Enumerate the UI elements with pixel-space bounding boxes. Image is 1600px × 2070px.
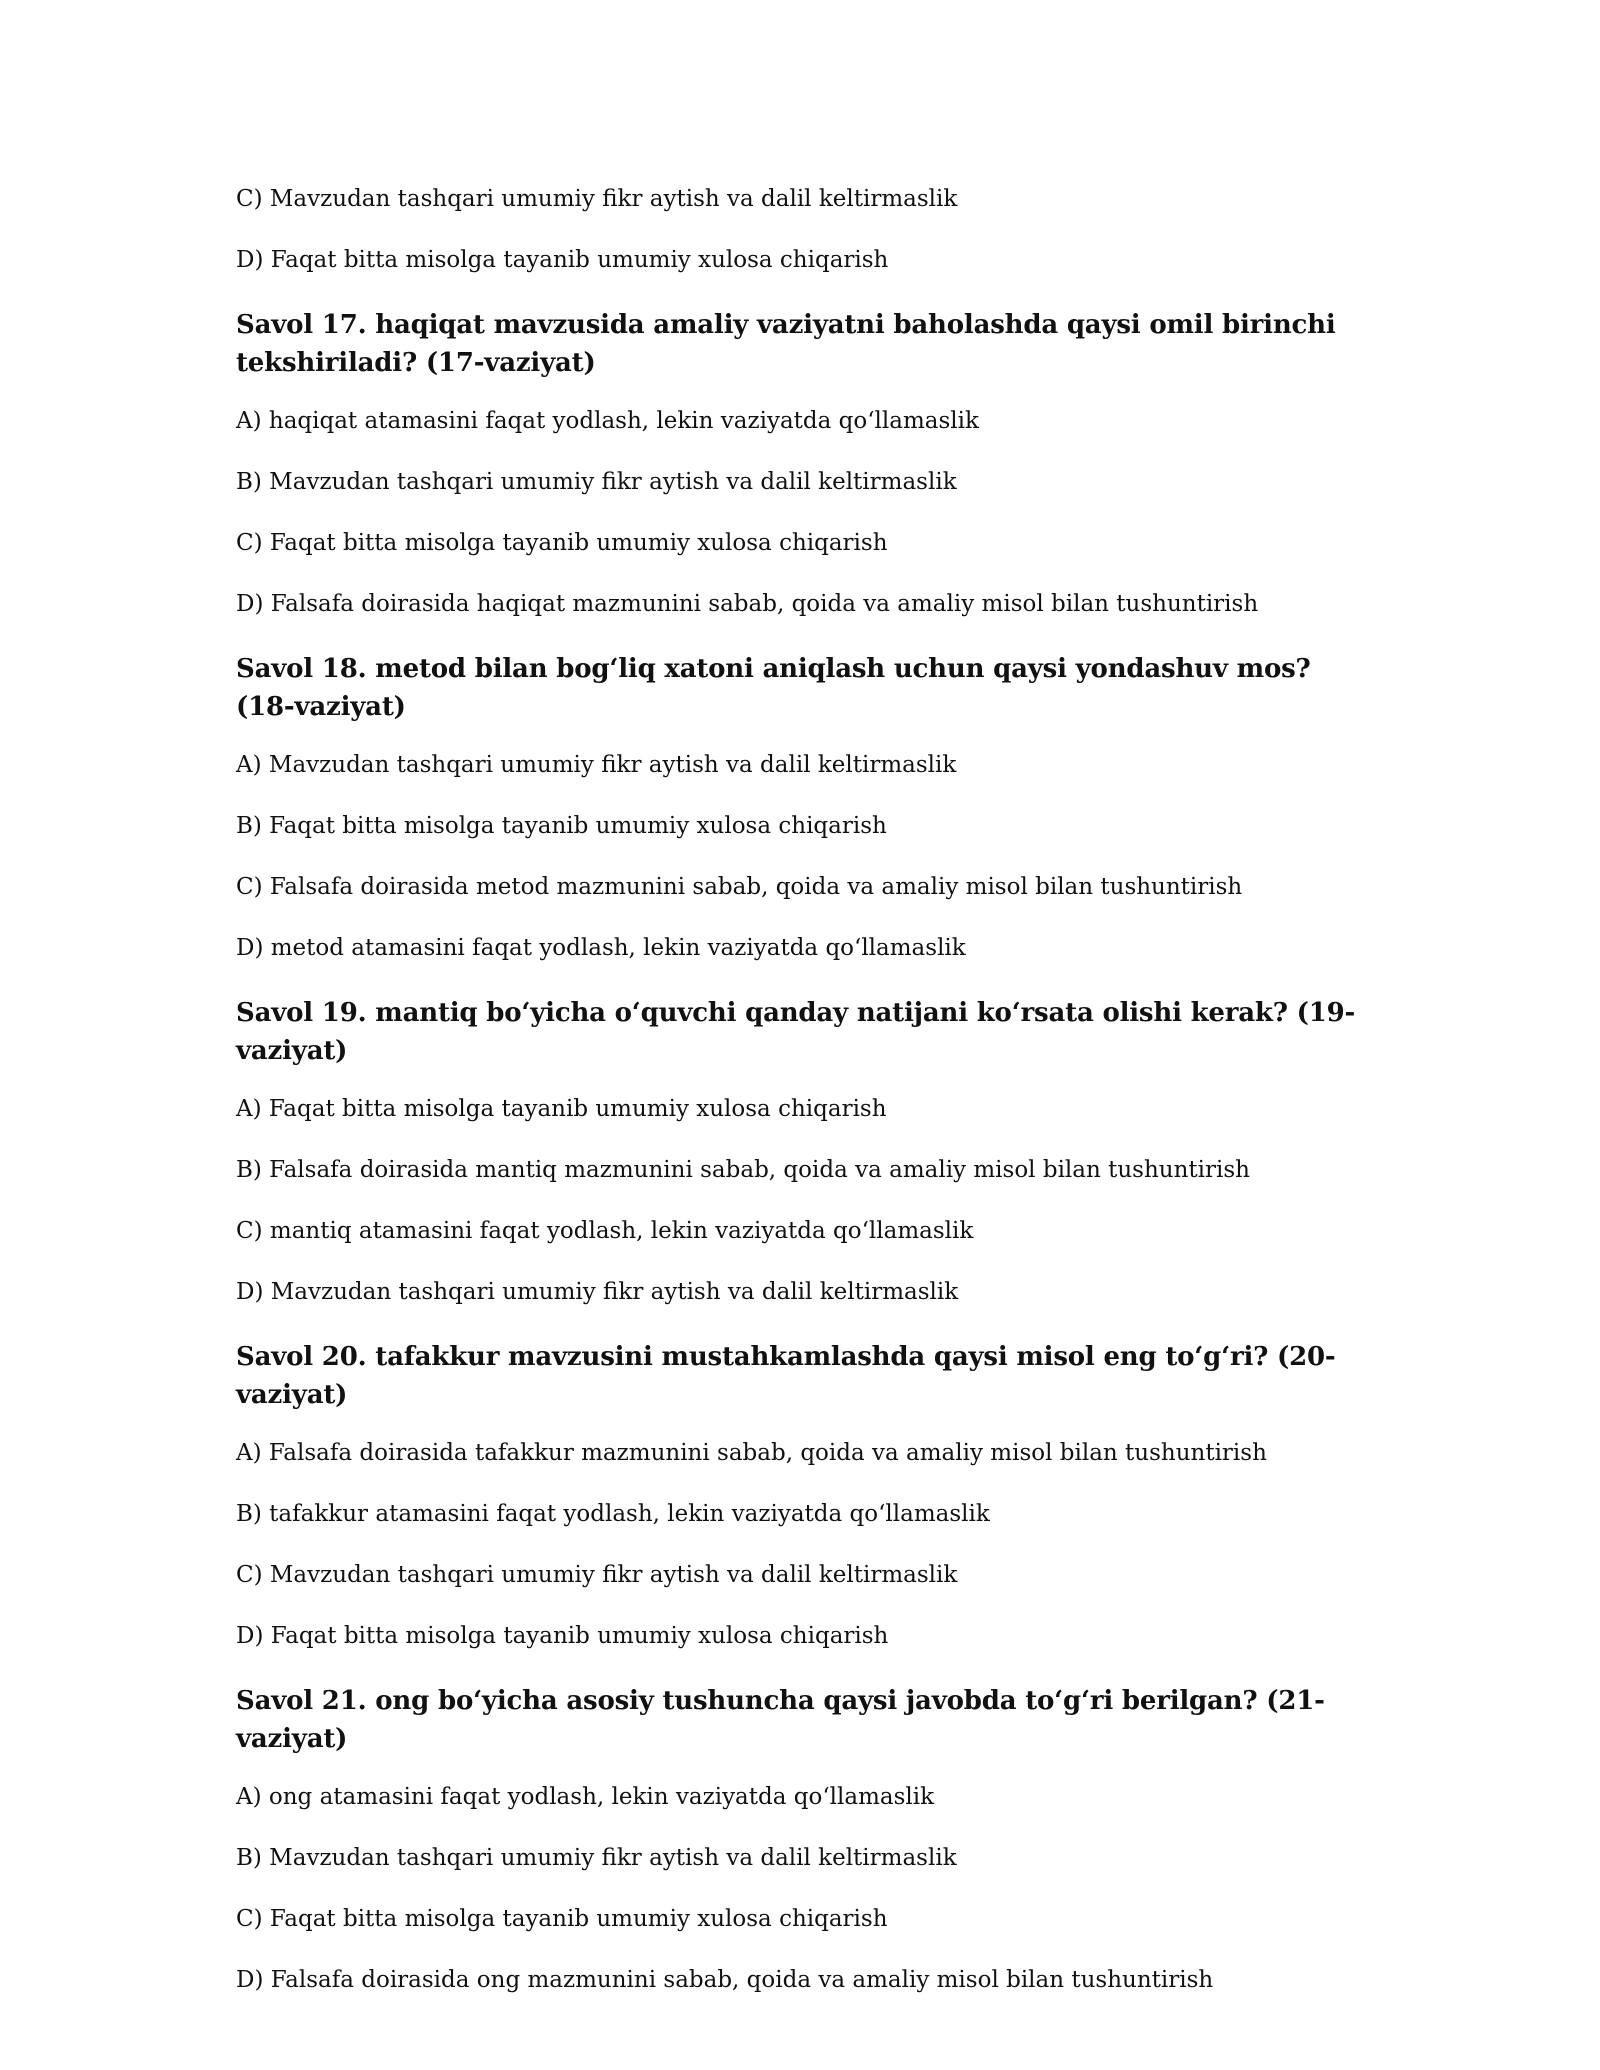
question-title: Savol 18. metod bilan bog‘liq xatoni aniqlash uchun qaysi yondashuv mos? (18-vaziyat) [236, 654, 1311, 722]
option-b: B) Mavzudan tashqari umumiy fikr aytish va dalil keltirmaslik [236, 469, 957, 495]
option-c: C) mantiq atamasini faqat yodlash, lekin vaziyatda qo‘llamaslik [236, 1218, 974, 1244]
option-b: B) Faqat bitta misolga tayanib umumiy xulosa chiqarish [236, 813, 887, 839]
question-title: Savol 21. ong bo‘yicha asosiy tushuncha qaysi javobda to‘g‘ri berilgan? (21-vaziyat) [236, 1686, 1325, 1754]
option-c: C) Mavzudan tashqari umumiy fikr aytish va dalil keltirmaslik [236, 186, 958, 212]
option-d: D) Faqat bitta misolga tayanib umumiy xulosa chiqarish [236, 247, 889, 273]
option-c: C) Faqat bitta misolga tayanib umumiy xulosa chiqarish [236, 530, 888, 556]
question-block-21 [236, 1682, 1366, 1995]
question-block-18 [236, 650, 1366, 963]
option-a: A) haqiqat atamasini faqat yodlash, lekin vaziyatda qo‘llamaslik [236, 408, 979, 434]
question-block-19 [236, 994, 1366, 1307]
option-a: A) Mavzudan tashqari umumiy fikr aytish va dalil keltirmaslik [236, 752, 957, 778]
question-block-17 [236, 306, 1366, 619]
option-b: B) Falsafa doirasida mantiq mazmunini sabab, qoida va amaliy misol bilan tushuntirish [236, 1157, 1250, 1183]
option-a: A) Falsafa doirasida tafakkur mazmunini sabab, qoida va amaliy misol bilan tushuntirish [236, 1440, 1267, 1466]
option-d: D) metod atamasini faqat yodlash, lekin vaziyatda qo‘llamaslik [236, 935, 966, 961]
question-block-20 [236, 1338, 1366, 1651]
option-b: B) Mavzudan tashqari umumiy fikr aytish va dalil keltirmaslik [236, 1845, 957, 1871]
option-b: B) tafakkur atamasini faqat yodlash, lekin vaziyatda qo‘llamaslik [236, 1501, 990, 1527]
option-d: D) Falsafa doirasida haqiqat mazmunini sabab, qoida va amaliy misol bilan tushuntirish [236, 591, 1259, 617]
question-title: Savol 20. tafakkur mavzusini mustahkamlashda qaysi misol eng to‘g‘ri? (20-vaziyat) [236, 1342, 1336, 1410]
option-c: C) Falsafa doirasida metod mazmunini sabab, qoida va amaliy misol bilan tushuntirish [236, 874, 1243, 900]
option-d: D) Mavzudan tashqari umumiy fikr aytish va dalil keltirmaslik [236, 1279, 959, 1305]
quiz-content [236, 184, 1366, 2026]
option-c: C) Mavzudan tashqari umumiy fikr aytish va dalil keltirmaslik [236, 1562, 958, 1588]
option-c: C) Faqat bitta misolga tayanib umumiy xulosa chiqarish [236, 1906, 888, 1932]
option-a: A) ong atamasini faqat yodlash, lekin vaziyatda qo‘llamaslik [236, 1784, 935, 1810]
option-a: A) Faqat bitta misolga tayanib umumiy xulosa chiqarish [236, 1096, 887, 1122]
option-d: D) Faqat bitta misolga tayanib umumiy xulosa chiqarish [236, 1623, 889, 1649]
option-d: D) Falsafa doirasida ong mazmunini sabab, qoida va amaliy misol bilan tushuntirish [236, 1967, 1214, 1993]
question-title: Savol 17. haqiqat mavzusida amaliy vaziyatni baholashda qaysi omil birinchi tekshiriladi? (17-vaziyat) [236, 310, 1336, 378]
question-title: Savol 19. mantiq bo‘yicha o‘quvchi qanday natijani ko‘rsata olishi kerak? (19-vaziyat) [236, 998, 1356, 1066]
